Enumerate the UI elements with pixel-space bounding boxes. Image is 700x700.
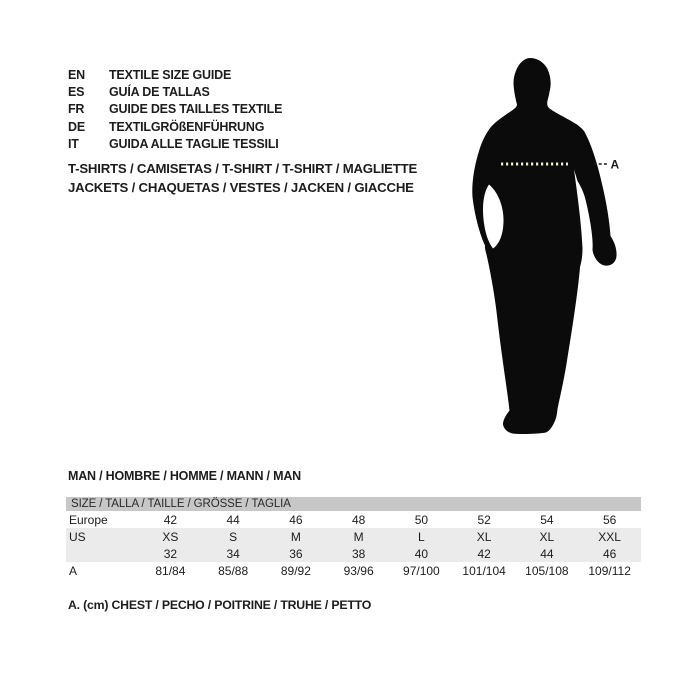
size-value: 50 — [414, 512, 429, 527]
size-value: 42 — [163, 512, 178, 527]
size-value: 46 — [289, 512, 303, 527]
language-row — [68, 66, 282, 83]
language-label: TEXTILE SIZE GUIDE — [109, 67, 232, 82]
measurement-footnote: A. (cm) CHEST / PECHO / POITRINE / TRUHE / PETTO — [68, 598, 372, 612]
language-label: TEXTILGRÖßENFÜHRUNG — [109, 119, 265, 134]
measurement-figure — [440, 40, 640, 450]
language-label: GUIDA ALLE TAGLIE TESSILI — [109, 137, 279, 152]
size-value: 44 — [540, 546, 554, 561]
size-value: 48 — [351, 512, 366, 527]
size-value: 105/108 — [525, 563, 569, 578]
row-label: Europe — [69, 512, 108, 527]
table-row — [66, 562, 641, 579]
table-row — [66, 511, 641, 528]
product-category-lines — [68, 160, 417, 197]
table-row — [66, 528, 641, 545]
size-value: 54 — [540, 512, 554, 527]
language-code: EN — [68, 67, 85, 82]
language-code: DE — [68, 119, 85, 134]
size-value: M — [353, 529, 364, 544]
language-row — [68, 83, 282, 100]
language-code: FR — [68, 102, 85, 117]
size-value: 85/88 — [218, 563, 249, 578]
language-title-list — [68, 66, 282, 153]
size-value: 44 — [226, 512, 240, 527]
row-label: A — [69, 563, 78, 578]
size-value: 34 — [226, 546, 240, 561]
size-value: 93/96 — [343, 563, 374, 578]
size-value: XS — [162, 529, 179, 544]
product-line-tshirts: T-SHIRTS / CAMISETAS / T-SHIRT / T-SHIRT / MAGLIETTE — [68, 161, 418, 176]
size-value: XL — [539, 529, 555, 544]
size-value: 97/100 — [403, 563, 440, 578]
size-table-rows — [66, 511, 641, 579]
table-row — [66, 545, 641, 562]
language-label: GUÍA DE TALLAS — [109, 85, 210, 100]
size-value: 40 — [414, 546, 429, 561]
section-title-man: MAN / HOMBRE / HOMME / MANN / MAN — [68, 469, 301, 483]
product-line-jackets: JACKETS / CHAQUETAS / VESTES / JACKEN / GIACCHE — [68, 179, 414, 195]
size-value: 32 — [163, 546, 178, 561]
size-value: 46 — [602, 546, 617, 561]
language-code: IT — [68, 137, 79, 152]
size-value: 38 — [351, 546, 366, 561]
size-value: 36 — [289, 546, 303, 561]
size-table — [66, 497, 641, 579]
size-value: XL — [476, 529, 492, 544]
size-value: 56 — [602, 512, 617, 527]
row-label: US — [69, 529, 86, 544]
size-value: L — [418, 529, 425, 544]
size-value: 81/84 — [155, 563, 186, 578]
size-value: 52 — [477, 512, 491, 527]
size-value: 101/104 — [462, 563, 506, 578]
language-label: GUIDE DES TAILLES TEXTILE — [109, 102, 283, 117]
language-row — [68, 118, 282, 135]
size-value: M — [290, 529, 301, 544]
size-value: 89/92 — [280, 563, 311, 578]
size-value: 109/112 — [588, 563, 631, 578]
size-value: 42 — [477, 546, 491, 561]
size-table-header: SIZE / TALLA / TAILLE / GRÖSSE / TAGLIA — [66, 497, 641, 511]
measure-label-a: A — [610, 157, 620, 172]
language-row — [68, 136, 282, 153]
size-value: S — [229, 529, 238, 544]
language-code: ES — [68, 85, 85, 100]
language-row — [68, 101, 282, 118]
size-value: XXL — [598, 529, 621, 544]
